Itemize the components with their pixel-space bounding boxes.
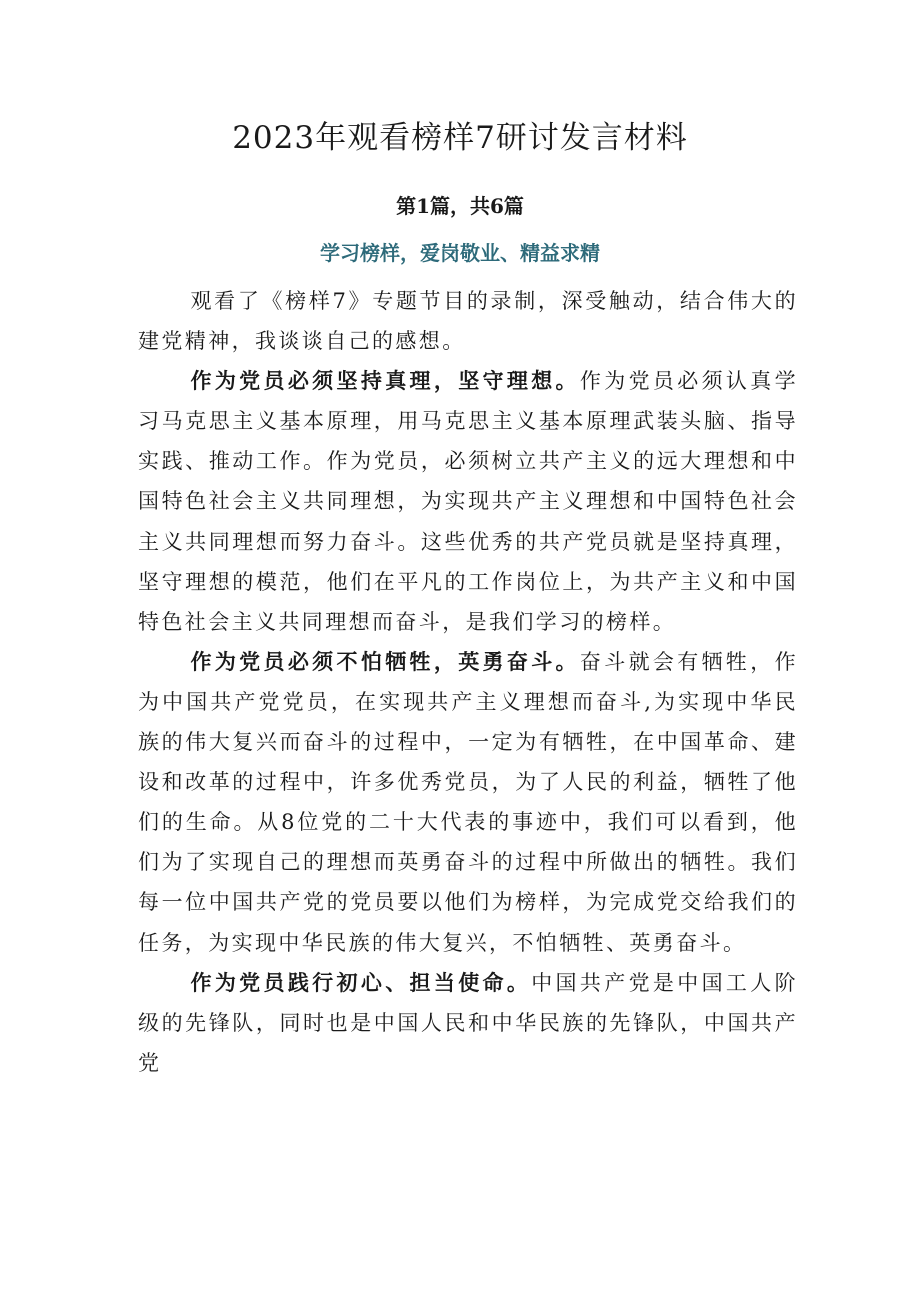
body-text <box>138 281 798 1083</box>
paragraph-text: 中国共产党是中国工人阶级的先锋队，同时也是中国人民和中华民族的先锋队，中国共产党 <box>138 970 798 1075</box>
paragraph-lead: 作为党员践行初心、担当使命。 <box>190 969 532 995</box>
document-title: 2023年观看榜样7研讨发言材料 <box>232 120 688 156</box>
section-title: 学习榜样，爱岗敬业、精益求精 <box>320 241 600 265</box>
paragraph-mission <box>138 963 798 1083</box>
paragraph-truth-ideals <box>138 361 798 642</box>
paragraph-sacrifice <box>138 642 798 963</box>
paragraph-text: 奋斗就会有牺牲，作为中国共产党党员，在实现共产主义理想而奋斗,为实现中华民族的伟大复兴而奋斗的过程中，一定为有牺牲，在中国革命、建设和改革的过程中，许多优秀党员，为了人民的利益，牺牲了他们的生命。从8位党的二十大代表的事迹中，我们可以看到，他们为了实现自己的理想而英勇奋斗的过程中所做出的牺牲。我们每一位中国共产党的党员要以他们为榜样，为完成党交给我们的任务，为实现中华民族的伟大复兴，不怕牺牲、英勇奋斗。 <box>138 649 798 955</box>
part-label: 第1篇，共6篇 <box>396 194 524 218</box>
paragraph-text: 作为党员必须认真学习马克思主义基本原理，用马克思主义基本原理武装头脑、指导实践、推动工作。作为党员，必须树立共产主义的远大理想和中国特色社会主义共同理想，为实现共产主义理想和中国特色社会主义共同理想而努力奋斗。这些优秀的共产党员就是坚持真理，坚守理想的模范，他们在平凡的工作岗位上，为共产主义和中国特色社会主义共同理想而奋斗，是我们学习的榜样。 <box>138 369 798 634</box>
paragraph-intro <box>138 281 798 361</box>
paragraph-text: 观看了《榜样7》专题节目的录制，深受触动，结合伟大的建党精神，我谈谈自己的感想。 <box>138 289 798 354</box>
paragraph-lead: 作为党员必须坚持真理，坚守理想。 <box>190 368 580 394</box>
paragraph-lead: 作为党员必须不怕牺牲，英勇奋斗。 <box>190 648 580 674</box>
